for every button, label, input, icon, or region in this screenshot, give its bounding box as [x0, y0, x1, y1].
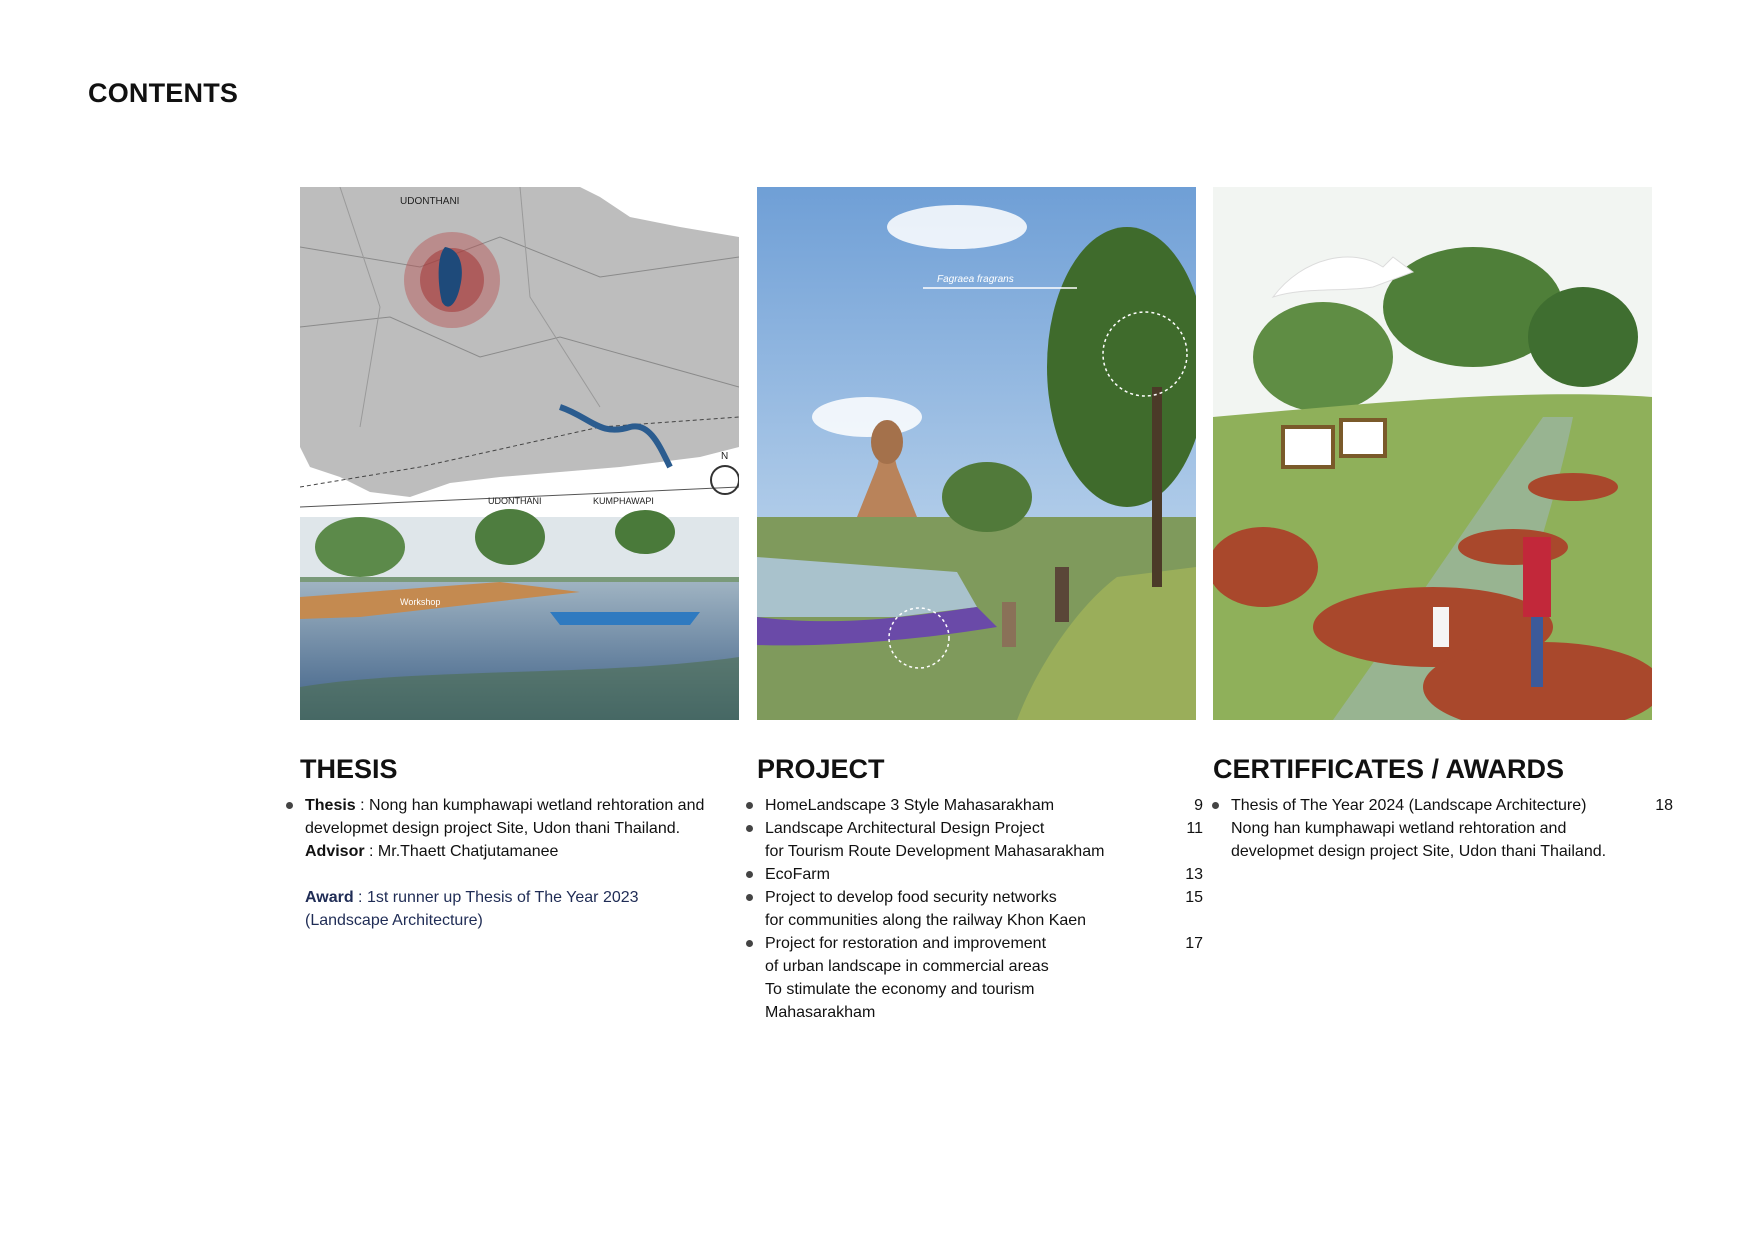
project-item-text: Mahasarakham — [765, 1004, 876, 1021]
thesis-text-1: : Nong han kumphawapi wetland rehtoration and — [355, 797, 705, 814]
project-section — [757, 752, 1203, 1024]
project-heading: PROJECT — [757, 754, 885, 784]
award-label: Award — [305, 889, 354, 906]
project-item-text: of urban landscape in commercial areas — [765, 958, 1049, 975]
certificate-item-text: developmet design project Site, Udon thani Thailand. — [1231, 843, 1607, 860]
project-item-text: HomeLandscape 3 Style Mahasarakham — [765, 797, 1055, 814]
advisor-label: Advisor — [305, 843, 365, 860]
thesis-image — [300, 187, 739, 720]
thesis-entry — [287, 794, 740, 863]
project-item-text: EcoFarm — [765, 866, 830, 883]
project-item-text: Landscape Architectural Design Project — [765, 820, 1045, 837]
project-item[interactable] — [747, 817, 1203, 863]
certificates-section — [1213, 752, 1673, 863]
project-image — [757, 187, 1196, 720]
project-item-text: Project to develop food security networks — [765, 889, 1057, 906]
page-number: 17 — [1185, 935, 1203, 952]
thesis-label: Thesis — [305, 797, 356, 814]
award-text-1: : 1st runner up Thesis of The Year 2023 — [353, 889, 639, 906]
award-entry — [287, 886, 740, 932]
workshop-label: Workshop — [400, 597, 441, 607]
thesis-heading: THESIS — [300, 754, 398, 784]
project-item[interactable] — [747, 932, 1203, 1024]
section-label-left: UDONTHANI — [488, 496, 542, 506]
project-item-text: for communities along the railway Khon Kaen — [765, 912, 1087, 929]
project-item-text: Project for restoration and improvement — [765, 935, 1047, 952]
page-number: 15 — [1185, 889, 1203, 906]
thesis-section — [300, 752, 740, 932]
page-number: 13 — [1185, 866, 1203, 883]
award-text-2: (Landscape Architecture) — [305, 912, 483, 929]
page-number: 11 — [1186, 820, 1203, 837]
project-item-text: for Tourism Route Development Mahasarakham — [765, 843, 1105, 860]
certificate-item[interactable] — [1213, 794, 1673, 863]
thesis-text-2: developmet design project Site, Udon thani Thailand. — [305, 820, 681, 837]
north-label: N — [721, 451, 729, 462]
certificate-item-text: Thesis of The Year 2024 (Landscape Architecture) — [1231, 797, 1587, 814]
project-item[interactable] — [747, 863, 1203, 886]
page-number: 9 — [1194, 797, 1203, 814]
tree-label: Fagraea fragrans — [937, 274, 1014, 285]
certificates-heading: CERTIFFICATES / AWARDS — [1213, 754, 1564, 784]
advisor-text: : Mr.Thaett Chatjutamanee — [364, 843, 559, 860]
map-city-label: UDONTHANI — [400, 196, 460, 207]
project-item-text: To stimulate the economy and tourism — [765, 981, 1035, 998]
page-title: CONTENTS — [88, 78, 239, 108]
section-label-right: KUMPHAWAPI — [593, 496, 654, 506]
certificate-item-text: Nong han kumphawapi wetland rehtoration and — [1231, 820, 1567, 837]
page-number: 18 — [1655, 797, 1673, 814]
project-item[interactable] — [747, 886, 1203, 932]
project-item[interactable] — [747, 794, 1203, 817]
certificates-image — [1213, 187, 1652, 720]
